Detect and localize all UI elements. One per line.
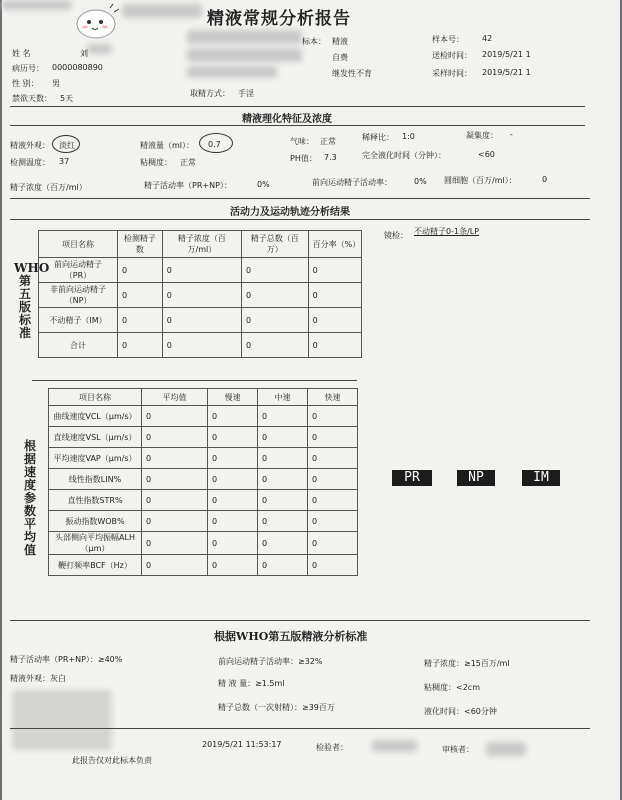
send-time-value: 2019/5/21 1: [482, 50, 531, 59]
std-concentration: 精子浓度：≥15百万/ml: [424, 659, 510, 668]
table-cell: 0: [308, 511, 358, 532]
table-cell: 0: [258, 448, 308, 469]
std-appearance: 精液外观：灰白: [10, 674, 66, 683]
redacted-info-1: [187, 30, 302, 44]
table-header-row: [49, 389, 358, 406]
footer-note: 此报告仅对此标本负责: [72, 756, 152, 765]
table-cell: 0: [142, 555, 208, 576]
divider: [10, 219, 590, 220]
specimen-value: 精液: [332, 37, 348, 46]
motility-label: 精子活动率（PR+NP）：: [144, 181, 232, 190]
sample-no-value: 42: [482, 34, 493, 43]
table-cell: 0: [142, 448, 208, 469]
std-total: 精子总数（一次射精）：≥39百万: [218, 703, 335, 712]
table-cell: 0: [162, 308, 241, 333]
table-cell: 0: [208, 469, 258, 490]
table-row: [39, 308, 362, 333]
table-cell: 0: [308, 283, 361, 308]
row-label: 不动精子（IM）: [39, 308, 118, 333]
abstinence-label: 禁欲天数：: [12, 94, 52, 103]
name-value: 刘: [80, 49, 88, 58]
method-label: 取精方式：: [190, 89, 230, 98]
redacted-hospital-name: [122, 4, 202, 18]
table-cell: 0: [258, 532, 308, 555]
section1-title: 精液理化特征及浓度: [242, 114, 332, 125]
table-cell: 0: [308, 555, 358, 576]
round-cell-label: 圆细胞（百万/ml）：: [444, 176, 517, 185]
table-row: [39, 333, 362, 358]
temp-value: 37: [59, 157, 70, 166]
liquefaction-value: <60: [478, 150, 495, 159]
report-datetime: 2019/5/21 11:53:17: [202, 740, 282, 749]
table-row: [49, 555, 358, 576]
table-cell: 0: [258, 469, 308, 490]
method-value: 手淫: [238, 89, 254, 98]
table-cell: 0: [208, 555, 258, 576]
table-cell: 0: [118, 308, 163, 333]
divider: [10, 125, 585, 126]
table-row: [39, 283, 362, 308]
column-header: 精子总数（百万）: [242, 231, 309, 258]
table-cell: 0: [118, 333, 163, 358]
sex-value: 男: [52, 79, 60, 88]
legend-pr-box: PR: [392, 470, 432, 486]
sex-label: 性 别：: [12, 79, 39, 88]
divider: [10, 106, 585, 107]
ph-label: PH值：: [290, 154, 317, 163]
divider: [10, 620, 590, 621]
table-cell: 0: [208, 532, 258, 555]
viscosity-label: 粘稠度：: [140, 158, 172, 167]
reviewer-label: 审核者：: [442, 745, 474, 754]
round-cell-value: 0: [542, 175, 548, 184]
row-label: 直性指数STR%: [49, 490, 142, 511]
record-no-value: 0000080890: [52, 63, 103, 72]
table-cell: 0: [208, 406, 258, 427]
table-cell: 0: [242, 283, 309, 308]
redacted-name: [87, 44, 112, 54]
row-label: 直线速度VSL（μm/s）: [49, 427, 142, 448]
column-header: 精子浓度（百万/ml）: [162, 231, 241, 258]
table-cell: 0: [308, 333, 361, 358]
table-row: [49, 469, 358, 490]
row-label: 非前向运动精子（NP）: [39, 283, 118, 308]
row-label: 平均速度VAP（μm/s）: [49, 448, 142, 469]
table-cell: 0: [308, 406, 358, 427]
motility-table: [38, 230, 362, 358]
table-cell: 0: [258, 490, 308, 511]
motility-value: 0%: [257, 180, 270, 189]
speed-table: [48, 388, 358, 576]
table-row: [49, 490, 358, 511]
table-cell: 0: [118, 258, 163, 283]
column-header: 百分率（%）: [308, 231, 361, 258]
speed-side-label: 根据速度参数平均值: [23, 439, 36, 557]
column-header: 项目名称: [49, 389, 142, 406]
agglutination-label: 凝集度：: [466, 131, 498, 140]
redacted-info-3: [187, 66, 277, 78]
std-volume: 精 液 量：≥1.5ml: [218, 679, 285, 688]
table-cell: 0: [308, 448, 358, 469]
table-cell: 0: [162, 258, 241, 283]
table-cell: 0: [118, 283, 163, 308]
volume-value: 0.7: [208, 140, 221, 149]
table-cell: 0: [258, 427, 308, 448]
column-header: 快速: [308, 389, 358, 406]
table-cell: 0: [208, 427, 258, 448]
table-cell: 0: [308, 490, 358, 511]
report-sheet: [2, 0, 620, 800]
fee-value: 自费: [332, 53, 348, 62]
appearance-value: 淡红: [59, 141, 75, 150]
row-label: 前向运动精子（PR）: [39, 258, 118, 283]
section2-title: 活动力及运动轨迹分析结果: [230, 207, 350, 218]
sample-no-label: 样本号：: [432, 35, 464, 44]
table-row: [49, 448, 358, 469]
table-cell: 0: [308, 258, 361, 283]
specimen-label: 标本：: [302, 37, 326, 46]
table-row: [39, 258, 362, 283]
dilution-value: 1:0: [402, 132, 415, 141]
table-cell: 0: [258, 406, 308, 427]
table-cell: 0: [208, 490, 258, 511]
table-cell: 0: [242, 258, 309, 283]
table-cell: 0: [142, 427, 208, 448]
row-label: 头部侧向平均振幅ALH（μm）: [49, 532, 142, 555]
odor-label: 气味：: [290, 137, 314, 146]
mirror-label: 镜检：: [384, 231, 408, 240]
redacted-info-2: [187, 48, 302, 62]
table-cell: 0: [308, 469, 358, 490]
abstinence-value: 5天: [60, 94, 74, 103]
progressive-label: 前向运动精子活动率：: [312, 178, 392, 187]
column-header: 中速: [258, 389, 308, 406]
redacted-reviewer: [486, 742, 526, 756]
table-cell: 0: [308, 308, 361, 333]
volume-label: 精液量（ml）：: [140, 141, 195, 150]
who-side-label: WHO第五版标准: [14, 261, 50, 340]
std-liquefaction: 液化时间：<60分钟: [424, 707, 497, 716]
table-cell: 0: [142, 469, 208, 490]
diagnosis-value: 继发性不育: [332, 69, 372, 78]
liquefaction-label: 完全液化时间（分钟）：: [362, 151, 446, 160]
collect-time-value: 2019/5/21 1: [482, 68, 531, 77]
ink-circle-mark: [199, 133, 233, 153]
table-cell: 0: [208, 511, 258, 532]
legend-np-box: NP: [457, 470, 495, 486]
name-label: 姓 名: [12, 49, 31, 58]
std-viscosity: 粘稠度：<2cm: [424, 683, 480, 692]
collect-time-label: 采样时间：: [432, 69, 472, 78]
row-label: 曲线速度VCL（μm/s）: [49, 406, 142, 427]
column-header: 慢速: [208, 389, 258, 406]
table-cell: 0: [162, 333, 241, 358]
agglutination-value: -: [510, 130, 513, 139]
divider: [10, 728, 590, 729]
table-header-row: [39, 231, 362, 258]
std-motility: 精子活动率（PR+NP）：≥40%: [10, 655, 123, 664]
redacted-checker: [372, 740, 417, 752]
table-cell: 0: [242, 308, 309, 333]
table-cell: 0: [308, 532, 358, 555]
redacted-footer: [12, 690, 112, 750]
table-cell: 0: [308, 427, 358, 448]
table-row: [49, 406, 358, 427]
mirror-value: 不动精子0-1条/LP: [414, 227, 480, 236]
concentration-label: 精子浓度（百万/ml）: [10, 183, 87, 192]
column-header: 检测精子数: [118, 231, 163, 258]
table-cell: 0: [142, 532, 208, 555]
table-cell: 0: [242, 333, 309, 358]
table-row: [49, 427, 358, 448]
table-row: [49, 532, 358, 555]
ink-circle-mark: [52, 135, 80, 153]
table-cell: 0: [142, 490, 208, 511]
table-cell: 0: [258, 511, 308, 532]
dilution-label: 稀释比：: [362, 133, 394, 142]
checker-label: 检验者：: [316, 743, 348, 752]
divider: [32, 380, 357, 381]
table-cell: 0: [142, 406, 208, 427]
progressive-value: 0%: [414, 177, 427, 186]
row-label: 鞭打频率BCF（Hz）: [49, 555, 142, 576]
table-cell: 0: [258, 555, 308, 576]
column-header: 平均值: [142, 389, 208, 406]
record-no-label: 病历号：: [12, 64, 44, 73]
row-label: 线性指数LIN%: [49, 469, 142, 490]
table-row: [49, 511, 358, 532]
viscosity-value: 正常: [180, 158, 196, 167]
std-progressive: 前向运动精子活动率：≥32%: [218, 657, 323, 666]
divider: [10, 198, 590, 199]
send-time-label: 送检时间：: [432, 51, 472, 60]
row-label: 振动指数WOB%: [49, 511, 142, 532]
row-label: 合计: [39, 333, 118, 358]
column-header: 项目名称: [39, 231, 118, 258]
table-cell: 0: [162, 283, 241, 308]
legend-im-box: IM: [522, 470, 560, 486]
standards-title: 根据WHO第五版精液分析标准: [214, 630, 368, 643]
redacted-hospital: [2, 0, 72, 10]
report-title: 精液常规分析报告: [207, 9, 351, 29]
ph-value: 7.3: [324, 153, 337, 162]
odor-value: 正常: [320, 137, 336, 146]
temp-label: 检测温度：: [10, 158, 50, 167]
appearance-label: 精液外观：: [10, 141, 50, 150]
table-cell: 0: [142, 511, 208, 532]
table-cell: 0: [208, 448, 258, 469]
mascot-sticker-icon: [74, 0, 122, 40]
